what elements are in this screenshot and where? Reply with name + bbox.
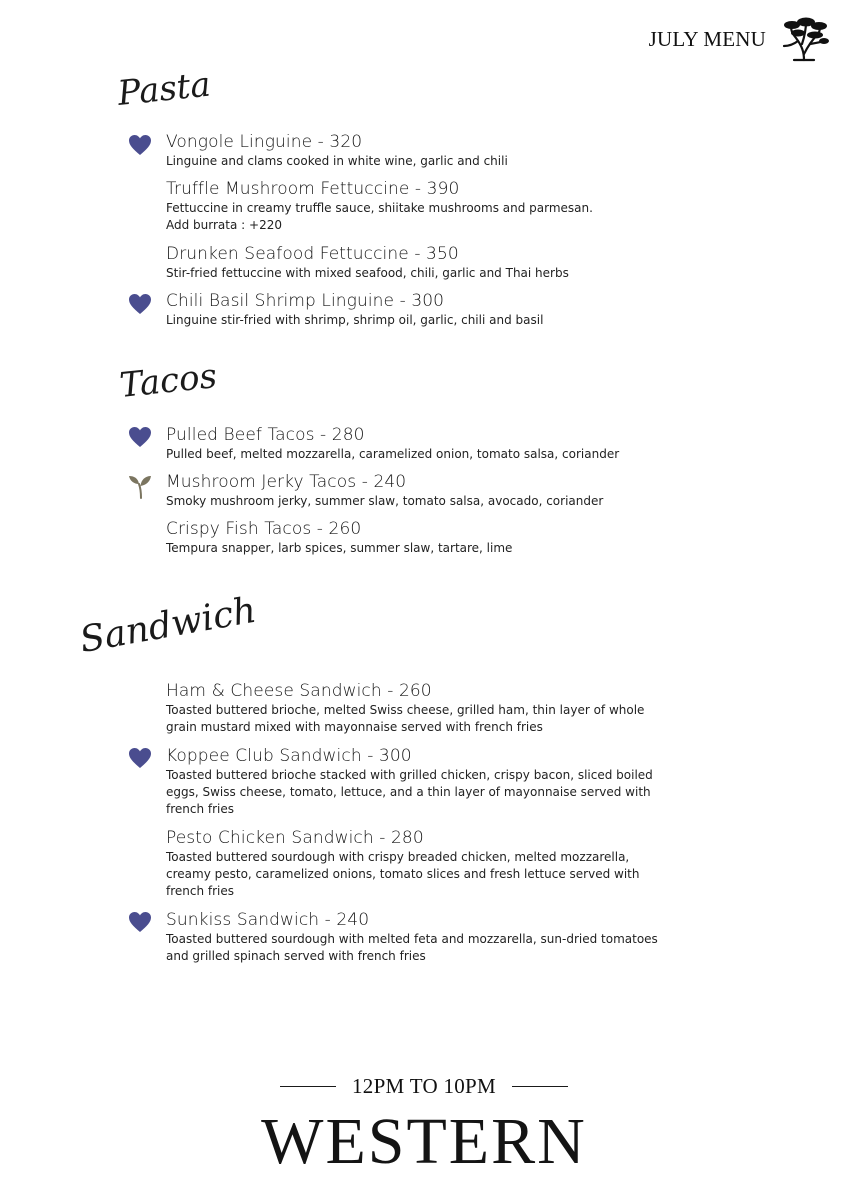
divider-line [512,1086,568,1087]
item-description [166,540,726,557]
description-line: Pulled beef, melted mozzarella, caramelized onion, tomato salsa, coriander [166,447,620,461]
description-line: Toasted buttered brioche stacked with grilled chicken, crispy bacon, sliced boiled [166,768,653,782]
description-line: and grilled spinach served with french fries [166,949,426,963]
menu-category-title: WESTERN [261,1105,587,1178]
description-line: Toasted buttered brioche, melted Swiss cheese, grilled ham, thin layer of whole [166,703,645,717]
item-description [166,153,726,170]
item-description [166,931,726,965]
description-line: Tempura snapper, larb spices, summer slaw, tartare, lime [166,541,513,555]
menu-title: JULY MENU [648,26,766,51]
menu-item-ham-cheese-sandwich [166,681,726,736]
service-hours [0,1074,848,1099]
menu-item-pulled-beef-tacos [166,425,726,463]
heart-icon [128,911,152,933]
section-title-tacos: Tacos [117,356,219,406]
heart-icon [128,293,152,315]
description-line: Linguine and clams cooked in white wine, garlic and chili [166,154,508,168]
item-description [166,446,726,463]
item-name: Ham & Cheese Sandwich - 260 [166,681,432,701]
description-line: Linguine stir-fried with shrimp, shrimp oil, garlic, chili and basil [166,313,544,327]
item-name: Drunken Seafood Fettuccine - 350 [166,244,459,264]
item-description [166,200,726,234]
item-name: Chili Basil Shrimp Linguine - 300 [166,291,445,311]
tree-icon [780,16,830,62]
description-line: Fettuccine in creamy truffle sauce, shiitake mushrooms and parmesan. [166,201,593,215]
menu-item-koppee-club-sandwich [166,746,726,818]
description-line: eggs, Swiss cheese, tomato, lettuce, and a thin layer of mayonnaise served with [166,785,651,799]
menu-item-truffle-mushroom-fettuccine [166,179,726,234]
section-title-sandwich: Sandwich [76,589,260,661]
item-description [166,702,726,736]
description-line: grain mustard mixed with mayonnaise served with french fries [166,720,543,734]
hours-text: 12PM TO 10PM [351,1074,497,1098]
menu-item-mushroom-jerky-tacos [166,472,726,510]
menu-header [649,16,830,62]
description-line: Smoky mushroom jerky, summer slaw, tomato salsa, avocado, coriander [166,494,604,508]
divider-line [280,1086,336,1087]
item-description [166,493,726,510]
item-name: Pesto Chicken Sandwich - 280 [166,828,424,848]
item-name: Vongole Linguine - 320 [166,132,363,152]
item-name: Sunkiss Sandwich - 240 [166,910,370,930]
item-description [166,265,726,282]
description-line: Stir-fried fettuccine with mixed seafood, chili, garlic and Thai herbs [166,266,569,280]
item-name: Koppee Club Sandwich - 300 [166,746,412,766]
heart-icon [128,747,152,769]
description-line: creamy pesto, caramelized onions, tomato slices and fresh lettuce served with [166,867,640,881]
menu-item-sunkiss-sandwich [166,910,726,965]
description-line: Toasted buttered sourdough with crispy breaded chicken, melted mozzarella, [166,850,630,864]
item-name: Pulled Beef Tacos - 280 [166,425,365,445]
menu-item-chili-basil-shrimp-linguine [166,291,726,329]
item-name: Crispy Fish Tacos - 260 [166,519,362,539]
sprout-icon [128,473,152,499]
item-description [166,767,726,818]
item-name: Truffle Mushroom Fettuccine - 390 [166,179,460,199]
description-line: french fries [166,802,235,816]
item-name: Mushroom Jerky Tacos - 240 [166,472,407,492]
section-title-pasta: Pasta [115,64,213,114]
menu-item-vongole-linguine [166,132,726,170]
item-description [166,312,726,329]
description-line: Toasted buttered sourdough with melted feta and mozzarella, sun-dried tomatoes [166,932,658,946]
description-line: Add burrata : +220 [166,218,282,232]
menu-item-drunken-seafood-fettuccine [166,244,726,282]
heart-icon [128,134,152,156]
menu-item-pesto-chicken-sandwich [166,828,726,900]
heart-icon [128,426,152,448]
menu-item-crispy-fish-tacos [166,519,726,557]
item-description [166,849,726,900]
description-line: french fries [166,884,235,898]
